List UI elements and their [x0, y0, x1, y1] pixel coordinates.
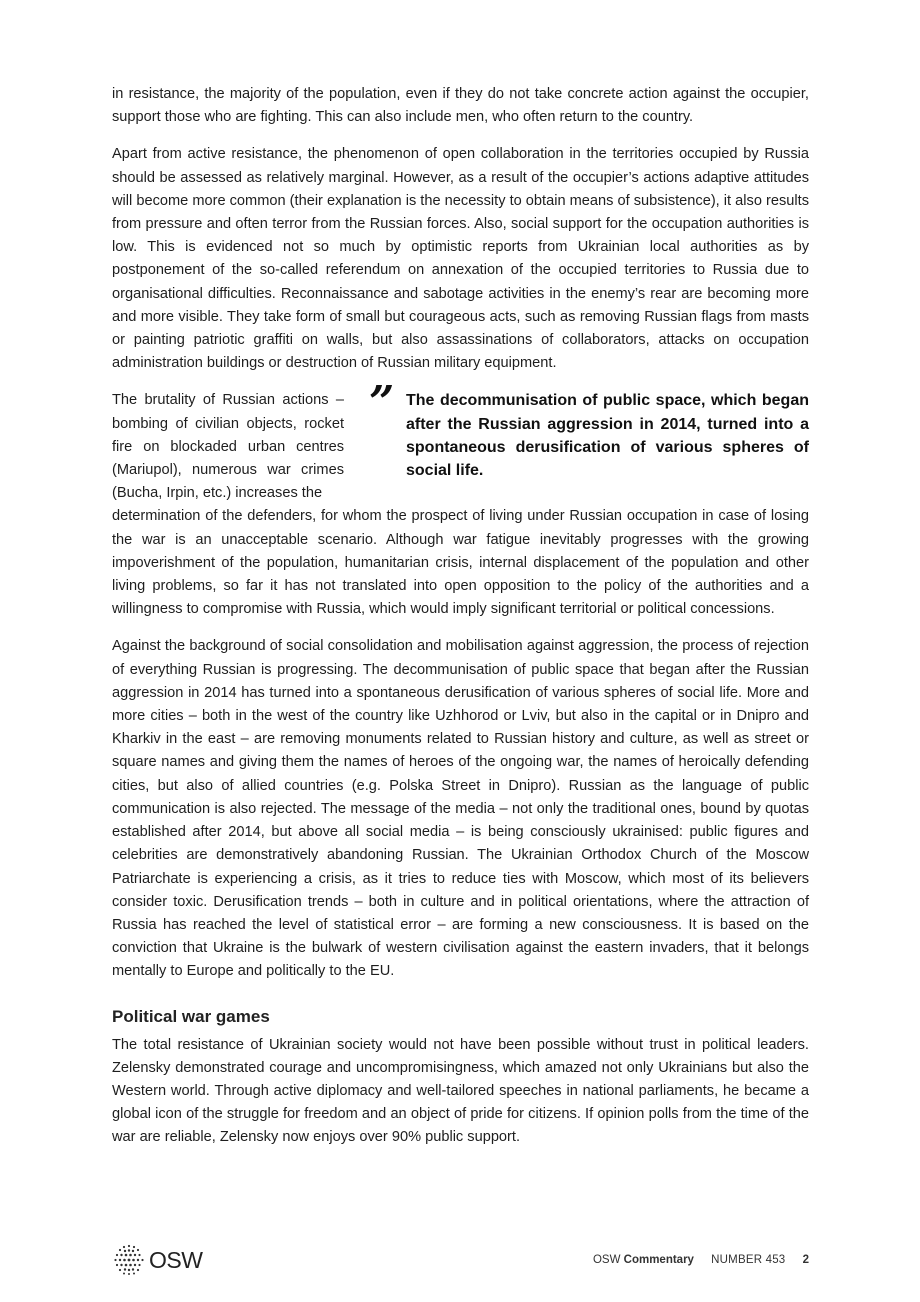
logo-text: OSW [149, 1246, 203, 1273]
article-body [112, 83, 809, 1164]
paragraph-3-continuation: determination of the defenders, for whom the prospect of living under Russian occupation in case of losing the war is an unacceptable scenario. Although war fatigue inevitably progresses with the growing impoverishment of the population, humanitarian crisis, internal displacement of the population and other living problems, so far it has not translated into open opposition to the policy of the authorities and a willingness to compromise with Russia, which would imply significant territorial or political concessions. [112, 508, 809, 618]
footer-series: Commentary [623, 1254, 694, 1266]
osw-logo [112, 1243, 202, 1277]
page-number: 2 [802, 1254, 809, 1266]
quote-mark-icon: ” [369, 377, 395, 429]
paragraph-1: in resistance, the majority of the population, even if they do not take concrete action against the occupier, support those who are fighting. This can also include men, who often return to the country. [112, 86, 809, 126]
pull-quote-text: The decommunisation of public space, which began after the Russian aggression in 2014, turned into a spontaneous derusification of various spheres of social life. [406, 392, 809, 480]
section-heading: Political war games [112, 1006, 270, 1026]
paragraph-3-start: The brutality of Russian actions – bombing of civilian objects, rocket fire on blockaded urban centres (Mariupol), numerous war crimes (Bucha, Irpin, etc.) increases the [112, 392, 344, 502]
footer-publisher: OSW [592, 1254, 621, 1266]
pull-quote [369, 377, 809, 482]
section-paragraph: The total resistance of Ukrainian society would not have been possible without trust in political leaders. Zelensky demonstrated courage and uncompromisingness, which amazed not only Ukrainians but also the Western world. Through active diplomacy and well-tailored speeches in national parliaments, he became a global icon of the struggle for freedom and an object of pride for citizens. If opinion polls from the time of the war are reliable, Zelensky now enjoys over 90% public support. [112, 1036, 809, 1146]
footer-publication-info [593, 1254, 809, 1266]
paragraph-4: Against the background of social consolidation and mobilisation against aggression, the process of rejection of everything Russian is progressing. The decommunisation of public space that began after the Russian aggression in 2014 has turned into a spontaneous derusification of various spheres of social life. More and more cities – both in the west of the country like Uzhhorod or Lviv, but also in the capital or in Dnipro and Kharkiv in the east – are removing monuments related to Russian history and culture, as well as street or square names and giving them the names of heroes of the ongoing war, the names of heroically defending cities, but also of allied countries (e.g. Polska Street in Dnipro). Russian as the language of public communication is also rejected. The message of the media – not only the traditional ones, bound by quotas established after 2014, but above all social media – is being consciously ukrainised: public figures and celebrities are demonstratively abandoning Russian. The Ukrainian Orthodox Church of the Moscow Patriarchate is experiencing a crisis, as it tries to reduce ties with Moscow, which most of its believers consider toxic. Derusification trends – both in culture and in political orientations, where the attraction of Russia has reached the level of statistical error – are forming a new consciousness. It is based on the conviction that Ukraine is the bulwark of western civilisation against the eastern invaders, that it belongs mentally to Europe and politically to the EU. [112, 638, 809, 980]
footer-number: NUMBER 453 [711, 1254, 786, 1266]
page-footer [112, 1243, 809, 1277]
paragraph-2: Apart from active resistance, the phenomenon of open collaboration in the territories occupied by Russia should be assessed as relatively marginal. However, as a result of the occupier’s actions adaptive attitudes will become more common (their explanation is the necessity to obtain means of subsistence), it also results from pressure and often terror from the Russian forces. Also, social support for the occupation authorities is low. This is evidenced not so much by optimistic reports from Ukrainian local authorities as by postponement of the so-called referendum on annexation of the occupied territories to Russia due to organisational difficulties. Reconnaissance and sabotage activities in the enemy’s rear are becoming more and more visible. They take form of small but courageous acts, such as removing Russian flags from masts or painting patriotic graffiti on walls, but also assassinations of collaborators, attacks on occupation administration buildings or destruction of Russian military equipment. [112, 146, 809, 372]
globe-dots-icon [112, 1243, 146, 1277]
